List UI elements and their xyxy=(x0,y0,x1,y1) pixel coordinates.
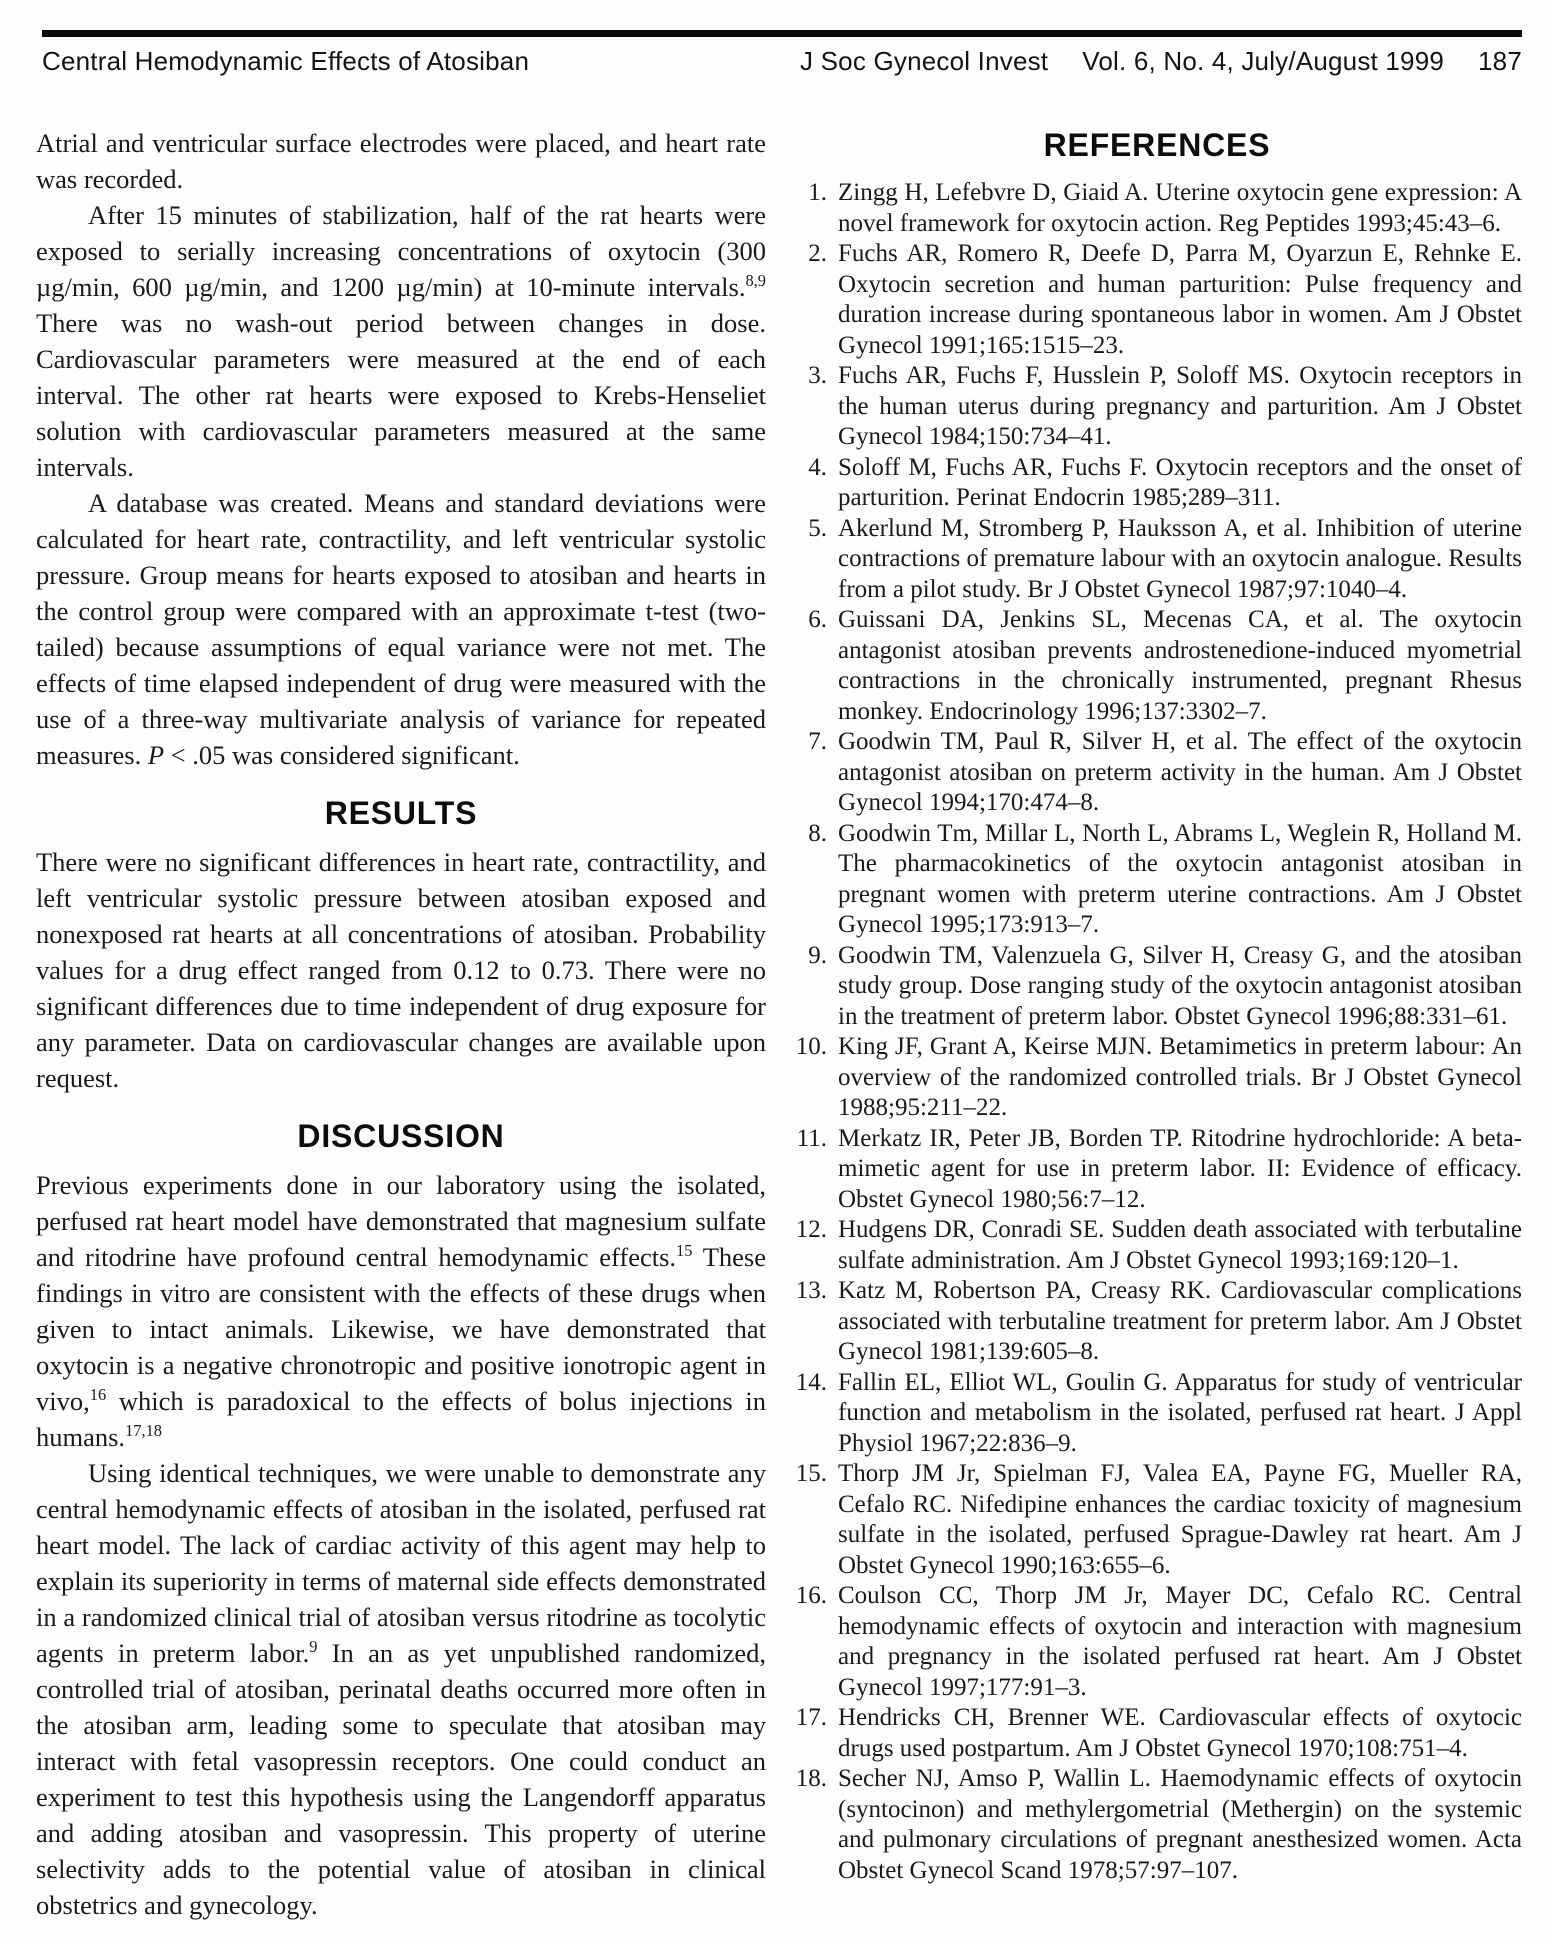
issue-info: Vol. 6, No. 4, July/August 1999 xyxy=(1082,46,1445,76)
reference-item xyxy=(792,1215,1522,1276)
reference-item xyxy=(792,1276,1522,1368)
reference-number: 10. xyxy=(795,1033,827,1060)
reference-text: Zingg H, Lefebvre D, Giaid A. Uterine oxytocin gene expression: A novel framework for oxytocin action. Reg Peptides 1993;45:43–6. xyxy=(838,179,1522,237)
reference-text: Hudgens DR, Conradi SE. Sudden death associated with terbutaline sulfate administration. Am J Obstet Gynecol 1993;169:120–1. xyxy=(838,1216,1522,1274)
reference-item xyxy=(792,514,1522,606)
journal-name: J Soc Gynecol Invest xyxy=(800,46,1049,76)
reference-number: 9. xyxy=(808,941,827,969)
reference-text: Goodwin TM, Valenzuela G, Silver H, Creasy G, and the atosiban study group. Dose ranging study of the oxytocin antagonist atosiban in the treatment of preterm labor. Obstet Gynecol 1996;88:331–61. xyxy=(838,941,1522,1030)
citation-superscript: 15 xyxy=(676,1241,693,1261)
reference-item xyxy=(792,941,1522,1033)
page-header xyxy=(36,46,1522,77)
reference-number: 1. xyxy=(808,179,827,206)
paragraph: A database was created. Means and standard deviations were calculated for heart rate, contractility, and left ventricular systolic pressure. Group means for hearts exposed to atosiban and hearts in the control group were compared with an approximate t-test (two-tailed) because assumptions of equal variance were not met. The effects of time elapsed independent of drug were measured with the use of a three-way multivariate analysis of variance for repeated measures. P < .05 was considered significant. xyxy=(36,488,766,770)
reference-item xyxy=(792,1032,1522,1124)
reference-number: 5. xyxy=(808,514,827,542)
reference-number: 3. xyxy=(808,362,827,389)
reference-number: 7. xyxy=(808,728,827,755)
reference-number: 4. xyxy=(808,453,827,481)
reference-text: Soloff M, Fuchs AR, Fuchs F. Oxytocin receptors and the onset of parturition. Perinat Endocrin 1985;289–311. xyxy=(838,453,1522,511)
reference-item xyxy=(792,819,1522,941)
reference-item xyxy=(792,178,1522,239)
reference-item xyxy=(792,1124,1522,1216)
paragraph: There were no significant differences in heart rate, contractility, and left ventricular systolic pressure between atosiban exposed and nonexposed rat hearts at all concentrations of atosiban. Probability values for a drug effect ranged from 0.12 to 0.73. There were no significant differences due to time independent of drug exposure for any parameter. Data on cardiovascular changes are available upon request. xyxy=(36,847,766,1093)
paragraph: Previous experiments done in our laboratory using the isolated, perfused rat heart model have demonstrated that magnesium sulfate and ritodrine have profound central hemodynamic effects.$^{15}$ These findings in vitro are consistent with the effects of these drugs when given to intact animals. Likewise, we have demonstrated that oxytocin is a negative chronotropic and positive ionotropic agent in vivo,$^{16}$ which is paradoxical to the effects of bolus injections in humans.$^{17,18}$ xyxy=(36,1170,766,1452)
article-body xyxy=(36,125,1522,1923)
section-heading-results: RESULTS xyxy=(324,795,478,831)
italic-text: P xyxy=(147,740,165,770)
citation-superscript: 9 xyxy=(309,1637,318,1657)
reference-number: 18. xyxy=(795,1765,827,1792)
journal-citation xyxy=(800,46,1522,77)
reference-text: Coulson CC, Thorp JM Jr, Mayer DC, Cefalo RC. Central hemodynamic effects of oxytocin and interaction with magnesium and pregnancy in the isolated perfused rat heart. Am J Obstet Gynecol 1997;177:91–3. xyxy=(838,1582,1522,1701)
reference-text: Thorp JM Jr, Spielman FJ, Valea EA, Payne FG, Mueller RA, Cefalo RC. Nifedipine enhances the cardiac toxicity of magnesium sulfate in the isolated, perfused Sprague-Dawley rat heart. Am J Obstet Gynecol 1990;163:655–6. xyxy=(838,1460,1522,1579)
reference-text: Guissani DA, Jenkins SL, Mecenas CA, et al. The oxytocin antagonist atosiban prevents androstenedione-induced myometrial contractions in the chronically instrumented, pregnant Rhesus monkey. Endocrinology 1996;137:3302–7. xyxy=(838,606,1522,725)
left-column xyxy=(36,125,766,1923)
reference-text: Akerlund M, Stromberg P, Hauksson A, et al. Inhibition of uterine contractions of premature labour with an oxytocin analogue. Results from a pilot study. Br J Obstet Gynecol 1987;97:1040–4. xyxy=(838,514,1522,603)
reference-text: Fuchs AR, Fuchs F, Husslein P, Soloff MS. Oxytocin receptors in the human uterus during pregnancy and parturition. Am J Obstet Gynecol 1984;150:734–41. xyxy=(838,362,1522,450)
reference-number: 16. xyxy=(795,1582,827,1609)
reference-text: Goodwin TM, Paul R, Silver H, et al. The effect of the oxytocin antagonist atosiban on preterm activity in the human. Am J Obstet Gynecol 1994;170:474–8. xyxy=(838,728,1522,816)
reference-item xyxy=(792,453,1522,514)
paragraph: Atrial and ventricular surface electrodes were placed, and heart rate was recorded. xyxy=(36,128,766,194)
page-number: 187 xyxy=(1478,46,1522,76)
reference-text: Secher NJ, Amso P, Wallin L. Haemodynamic effects of oxytocin (syntocinon) and methylergometrial (Methergin) on the systemic and pulmonary circulations of pregnant anesthesized women. Acta Obstet Gynecol Scand 1978;57:97–107. xyxy=(838,1765,1522,1884)
reference-number: 17. xyxy=(795,1704,827,1731)
reference-item xyxy=(792,727,1522,819)
reference-item xyxy=(792,1581,1522,1703)
citation-superscript: 8,9 xyxy=(745,271,766,291)
right-column xyxy=(792,125,1522,1923)
reference-number: 2. xyxy=(808,240,827,267)
reference-number: 8. xyxy=(808,819,827,847)
reference-text: Fallin EL, Elliot WL, Goulin G. Apparatus for study of ventricular function and metabolism in the isolated, perfused rat heart. J Appl Physiol 1967;22:836–9. xyxy=(838,1368,1522,1457)
reference-item xyxy=(792,1703,1522,1764)
reference-item xyxy=(792,239,1522,361)
reference-text: Fuchs AR, Romero R, Deefe D, Parra M, Oyarzun E, Rehnke E. Oxytocin secretion and human parturition: Pulse frequency and duration increase during spontaneous labor in women. Am J Obstet Gynecol 1991;165:1515–23. xyxy=(838,240,1522,359)
reference-item xyxy=(792,1459,1522,1581)
reference-number: 15. xyxy=(795,1460,827,1487)
reference-number: 6. xyxy=(808,606,827,633)
reference-text: King JF, Grant A, Keirse MJN. Betamimetics in preterm labour: An overview of the randomized controlled trials. Br J Obstet Gynecol 1988;95:211–22. xyxy=(838,1033,1522,1121)
reference-number: 14. xyxy=(795,1368,827,1396)
header-rule xyxy=(42,30,1522,37)
reference-list xyxy=(792,178,1522,1886)
reference-text: Goodwin Tm, Millar L, North L, Abrams L, Weglein R, Holland M. The pharmacokinetics of the oxytocin antagonist atosiban in pregnant women with preterm uterine contractions. Am J Obstet Gynecol 1995;173:913–7. xyxy=(838,819,1522,938)
citation-superscript: 17,18 xyxy=(125,1421,163,1441)
reference-text: Hendricks CH, Brenner WE. Cardiovascular effects of oxytocic drugs used postpartum. Am J Obstet Gynecol 1970;108:751–4. xyxy=(838,1704,1522,1762)
paragraph: After 15 minutes of stabilization, half of the rat hearts were exposed to serially increasing concentrations of oxytocin (300 µg/min, 600 µg/min, and 1200 µg/min) at 10-minute intervals.$^{8,9}$ There was no wash-out period between changes in dose. Cardiovascular parameters were measured at the end of each interval. The other rat hearts were exposed to Krebs-Henseliet solution with cardiovascular parameters measured at the same intervals. xyxy=(36,200,766,482)
reference-item xyxy=(792,1764,1522,1886)
citation-superscript: 16 xyxy=(89,1385,107,1405)
paragraph: Using identical techniques, we were unable to demonstrate any central hemodynamic effects of atosiban in the isolated, perfused rat heart model. The lack of cardiac activity of this agent may help to explain its superiority in terms of maternal side effects demonstrated in a randomized clinical trial of atosiban versus ritodrine as tocolytic agents in preterm labor.$^9$ In an as yet unpublished randomized, controlled trial of atosiban, perinatal deaths occurred more often in the atosiban arm, leading some to speculate that atosiban may interact with fetal vasopressin receptors. One could conduct an experiment to test this hypothesis using the Langendorff apparatus and adding atosiban and vasopressin. This property of uterine selectivity adds to the potential value of atosiban in clinical obstetrics and gynecology. xyxy=(36,1458,767,1920)
section-heading-discussion: DISCUSSION xyxy=(297,1118,505,1154)
reference-item xyxy=(792,605,1522,727)
references-heading: REFERENCES xyxy=(1043,127,1271,163)
reference-number: 11. xyxy=(796,1124,827,1152)
reference-text: Merkatz IR, Peter JB, Borden TP. Ritodrine hydrochloride: A beta-mimetic agent for use in preterm labor. II: Evidence of efficacy. Obstet Gynecol 1980;56:7–12. xyxy=(838,1124,1522,1213)
reference-item xyxy=(792,1368,1522,1460)
reference-number: 12. xyxy=(795,1216,827,1243)
running-title: Central Hemodynamic Effects of Atosiban xyxy=(42,46,530,76)
reference-item xyxy=(792,361,1522,453)
reference-text: Katz M, Robertson PA, Creasy RK. Cardiovascular complications associated with terbutaline treatment for preterm labor. Am J Obstet Gynecol 1981;139:605–8. xyxy=(838,1277,1522,1365)
reference-number: 13. xyxy=(795,1277,827,1304)
